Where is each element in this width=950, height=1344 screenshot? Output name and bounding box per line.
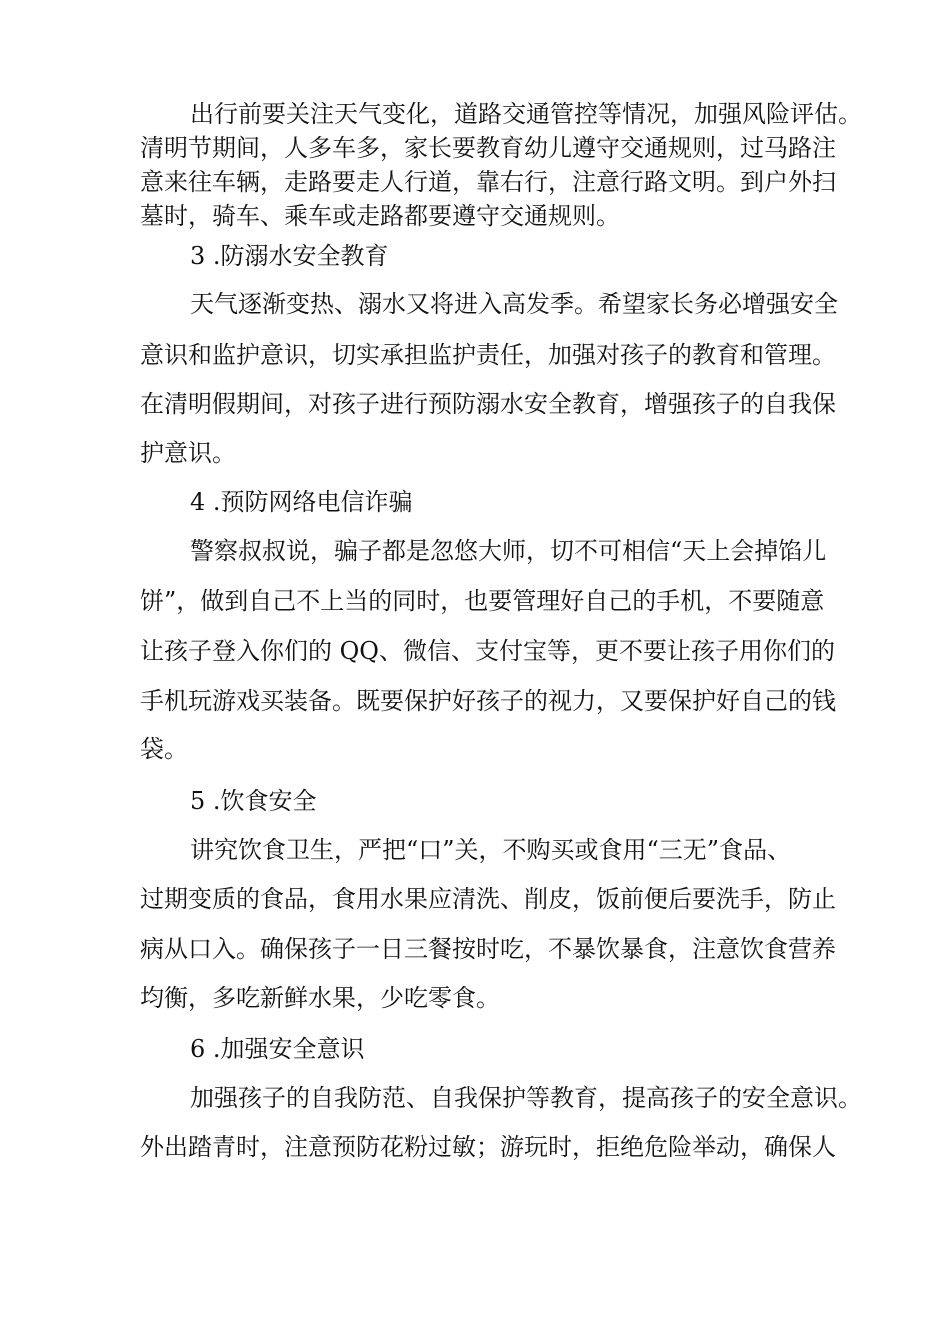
paragraph-line: 出行前要关注天气变化，道路交通管控等情况，加强风险评估。 [190, 100, 862, 128]
paragraph-line: 在清明假期间，对孩子进行预防溺水安全教育，增强孩子的自我保 [140, 390, 836, 418]
paragraph-line: 意来往车辆，走路要走人行道，靠右行，注意行路文明。到户外扫 [140, 168, 836, 196]
paragraph-line: 墓时，骑车、乘车或走路都要遵守交通规则。 [140, 202, 620, 230]
paragraph-line: 清明节期间，人多车多，家长要教育幼儿遵守交通规则，过马路注 [140, 134, 836, 162]
paragraph-line: 过期变质的食品，食用水果应清洗、削皮，饭前便后要洗手，防止 [140, 885, 836, 913]
paragraph-line: 饼”，做到自己不上当的同时，也要管理好自己的手机，不要随意 [140, 587, 825, 615]
paragraph-line: 袋。 [140, 735, 188, 763]
section-heading: 4 .预防网络电信诈骗 [190, 488, 413, 516]
paragraph-line: 均衡，多吃新鲜水果，少吃零食。 [140, 984, 500, 1012]
paragraph-line: 护意识。 [140, 439, 236, 467]
paragraph-line: 加强孩子的自我防范、自我保护等教育，提高孩子的安全意识。 [190, 1084, 862, 1112]
paragraph-line: 外出踏青时，注意预防花粉过敏；游玩时，拒绝危险举动，确保人 [140, 1133, 836, 1161]
paragraph-line: 手机玩游戏买装备。既要保护好孩子的视力，又要保护好自己的钱 [140, 687, 836, 715]
section-heading: 3 .防溺水安全教育 [190, 242, 389, 270]
paragraph-line: 病从口入。确保孩子一日三餐按时吃，不暴饮暴食，注意饮食营养 [140, 935, 836, 963]
section-heading: 6 .加强安全意识 [190, 1035, 365, 1063]
paragraph-line: 天气逐渐变热、溺水又将进入高发季。希望家长务必增强安全 [190, 290, 838, 318]
paragraph-line: 意识和监护意识，切实承担监护责任，加强对孩子的教育和管理。 [140, 341, 836, 369]
paragraph-line: 讲究饮食卫生，严把“口”关，不购买或食用“三无”食品、 [190, 836, 792, 864]
section-heading: 5 .饮食安全 [190, 787, 317, 815]
paragraph-line: 警察叔叔说，骗子都是忽悠大师，切不可相信“天上会掉馅儿 [190, 537, 827, 565]
paragraph-line: 让孩子登入你们的 QQ、微信、支付宝等，更不要让孩子用你们的 [140, 637, 835, 665]
